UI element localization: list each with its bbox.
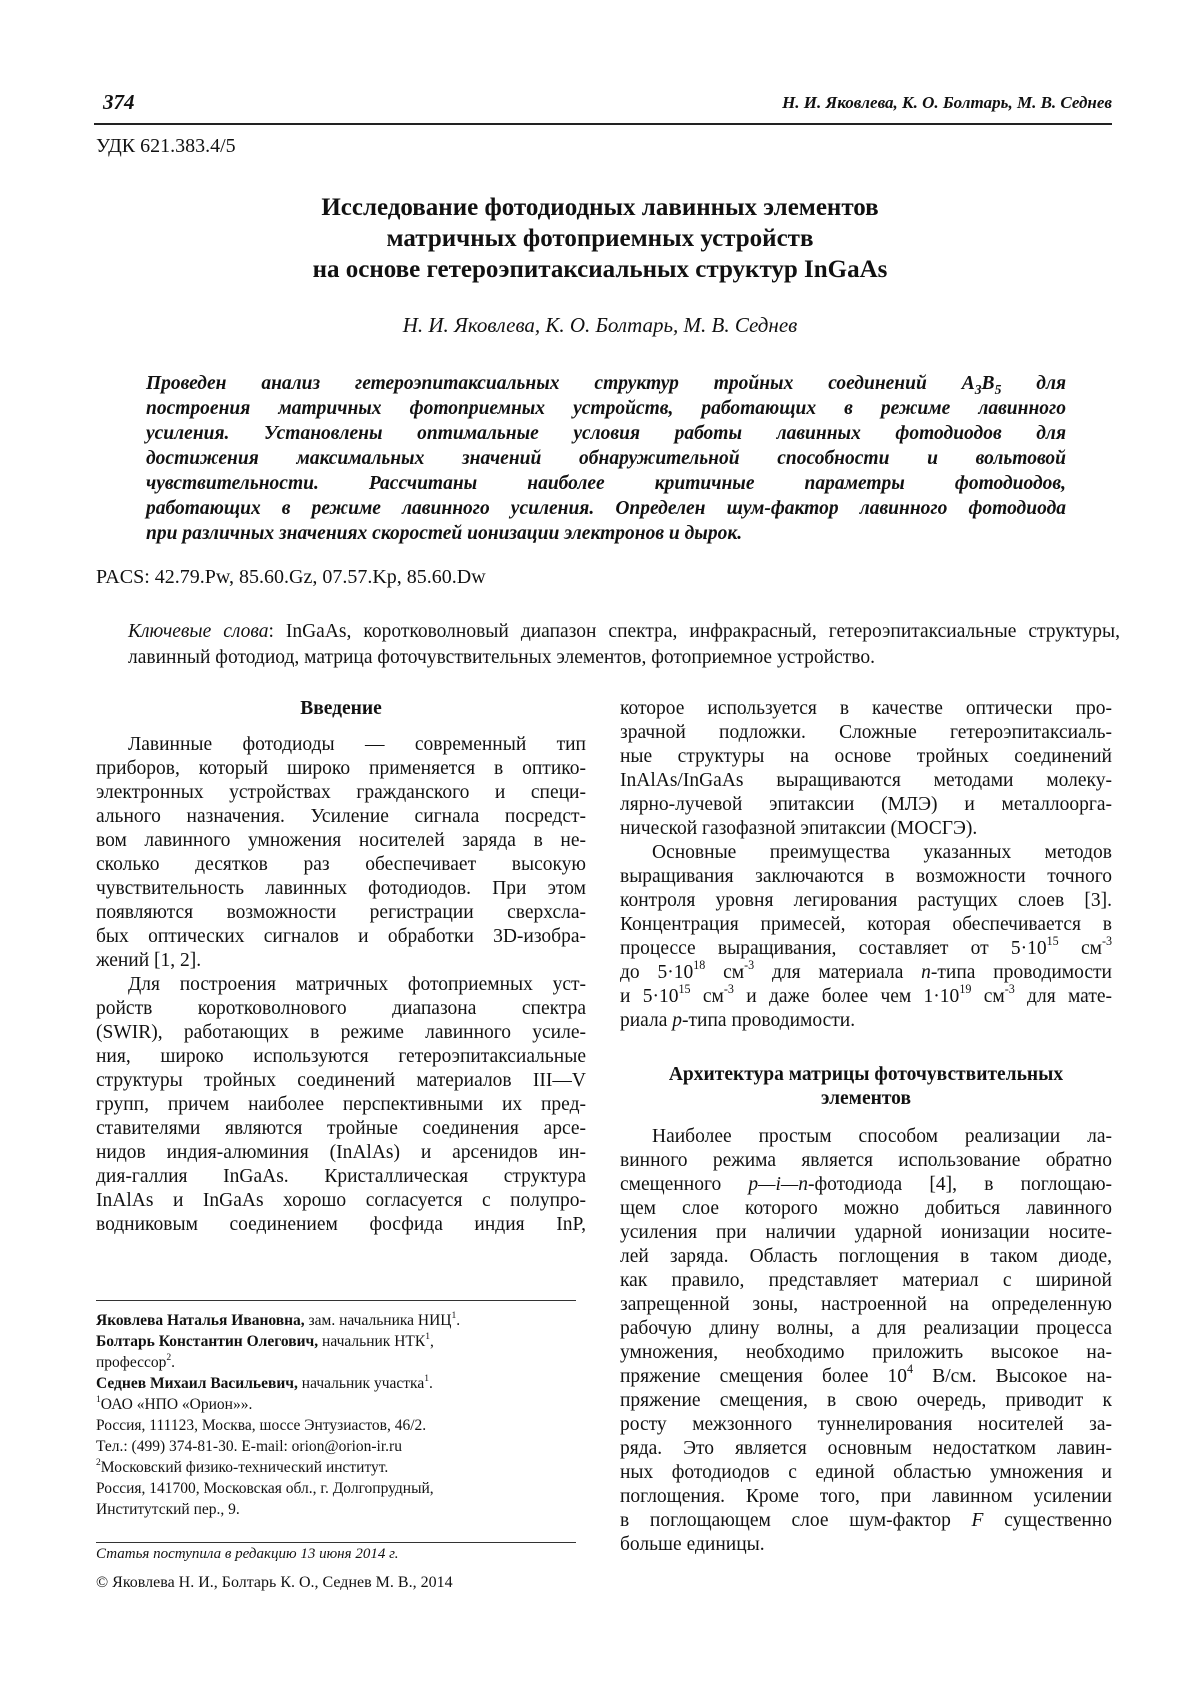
body-line: InAlAs/InGaAs выращиваются методами молеку-: [620, 770, 1112, 791]
page-number: 374: [103, 90, 135, 114]
footnote-line: $^2$Московский физико-технический институт.: [96, 1456, 389, 1476]
body-line: щем слое которого можно добиться лавинного: [620, 1198, 1112, 1219]
body-line: и $5\cdot 10^{15}$ $см^{-3}$ и даже более чем $1\cdot 10^{19}$ $см^{-3}$ для мате-: [620, 982, 1112, 1007]
body-line: ального назначения. Усиление сигнала посредст-: [96, 806, 586, 827]
body-line: лярно-лучевой эпитаксии (МЛЭ) и металлоорга-: [620, 794, 1112, 815]
body-line: в поглощающем слое шум-фактор F существенно: [620, 1510, 1112, 1531]
body-line: до $5\cdot 10^{18}$ $см^{-3}$ для материала n-типа проводимости: [620, 958, 1112, 983]
udk-code: УДК 621.383.4/5: [96, 135, 236, 157]
body-line: ных фотодиодов с единой областью умножения и: [620, 1462, 1112, 1483]
footnote-line: Седнев Михаил Васильевич, начальник участка$^1$.: [96, 1372, 433, 1392]
footnote-line: Институтский пер., 9.: [96, 1501, 240, 1518]
body-line: бых оптических сигналов и обработки 3D-изобра-: [96, 926, 586, 947]
footnote-line: Тел.: (499) 374-81-30. E-mail: orion@orion-ir.ru: [96, 1438, 402, 1455]
header-rule: [94, 123, 1112, 125]
keywords-label: Ключевые слова: [128, 621, 269, 642]
body-line: ряда. Это является основным недостатком лавин-: [620, 1438, 1112, 1459]
body-line: процессе выращивания, составляет от $5\cdot 10^{15}$ $см^{-3}$: [620, 934, 1112, 959]
body-line: пряжение смещения более $10^4$ В/см. Высокое на-: [620, 1362, 1112, 1387]
body-line: Для построения матричных фотоприемных уст-: [128, 974, 586, 995]
abstract-line: Проведен анализ гетероэпитаксиальных структур тройных соединений $A_3B_5$ для: [146, 373, 1066, 397]
body-line: дия-галлия InGaAs. Кристаллическая структура: [96, 1166, 586, 1187]
body-line: как правило, представляет материал с шириной: [620, 1270, 1112, 1291]
body-line: умножения, необходимо приложить высокое на-: [620, 1342, 1112, 1363]
body-line: выращивания заключаются в возможности точного: [620, 866, 1112, 887]
body-line: зрачной подложки. Сложные гетероэпитаксиаль-: [620, 722, 1112, 743]
abstract-line: построения матричных фотоприемных устройств, работающих в режиме лавинного: [146, 398, 1066, 419]
body-line: сколько десятков раз обеспечивает высокую: [96, 854, 586, 875]
section-heading-architecture: Архитектура матрицы фоточувствительных элементов: [668, 1064, 1064, 1109]
body-line: групп, причем наиболее перспективными их пред-: [96, 1094, 586, 1115]
pacs-codes: PACS: 42.79.Pw, 85.60.Gz, 07.57.Kp, 85.60.Dw: [96, 566, 486, 588]
body-line: риала p-типа проводимости.: [620, 1010, 856, 1031]
body-line: жений [1, 2].: [96, 950, 202, 971]
body-line: нической газофазной эпитаксии (МОСГЭ).: [620, 818, 978, 839]
abstract-line: достижения максимальных значений обнаружительной способности и вольтовой: [146, 448, 1066, 469]
keywords: [128, 619, 1120, 671]
body-line: Лавинные фотодиоды — современный тип: [128, 734, 586, 755]
body-line: ставителями являются тройные соединения арсе-: [96, 1118, 586, 1139]
abstract-line: при различных значениях скоростей ионизации электронов и дырок.: [146, 523, 743, 544]
right-column: [620, 697, 1112, 1557]
article-title: [120, 192, 1080, 285]
footnote-line: Болтарь Константин Олегович, начальник НТК$^1$,: [96, 1330, 434, 1350]
body-line: росту межзонного туннелирования носителей за-: [620, 1414, 1112, 1435]
body-line: (SWIR), работающих в режиме лавинного усиле-: [96, 1022, 586, 1043]
footnote-rule: [96, 1300, 576, 1301]
body-line: ния, широко используются гетероэпитаксиальные: [96, 1046, 586, 1067]
abstract-line: чувствительности. Рассчитаны наиболее критичные параметры фотодиодов,: [146, 473, 1066, 494]
keywords-text: : InGaAs, коротковолновый диапазон спектра, инфракрасный, гетероэпитаксиальные структуры, лавинный фотодиод, матрица фоточувствительных элементов, фотоприемное устройство.: [128, 621, 1120, 668]
body-line: которое используется в качестве оптически про-: [620, 698, 1112, 719]
body-line: лей заряда. Область поглощения в таком диоде,: [620, 1246, 1112, 1267]
body-line: приборов, который широко применяется в оптико-: [96, 758, 586, 779]
footnote-line: Россия, 141700, Московская обл., г. Долгопрудный,: [96, 1480, 434, 1497]
footnote-line: профессор$^2$.: [96, 1351, 176, 1371]
body-line: Концентрация примесей, которая обеспечивается в: [620, 914, 1112, 935]
body-line: появляются возможности регистрации сверхсла-: [96, 902, 586, 923]
left-column: [96, 697, 586, 1237]
title-line: Исследование фотодиодных лавинных элементов: [321, 194, 879, 221]
body-line: больше единицы.: [620, 1534, 765, 1555]
body-line: электронных устройствах гражданского и специ-: [96, 782, 586, 803]
body-line: ройств коротковолнового диапазона спектра: [96, 998, 586, 1019]
body-line: поглощения. Кроме того, при лавинном усилении: [620, 1486, 1112, 1507]
body-line: винного режима является использование обратно: [620, 1150, 1112, 1171]
body-line: вом лавинного умножения носителей заряда в не-: [96, 830, 586, 851]
body-line: структуры тройных соединений материалов III—V: [96, 1070, 586, 1091]
body-line: водниковым соединением фосфида индия InP,: [96, 1214, 586, 1235]
received-rule: [96, 1542, 576, 1543]
body-line: Наиболее простым способом реализации ла-: [652, 1126, 1112, 1147]
copyright: © Яковлева Н. И., Болтарь К. О., Седнев М. В., 2014: [96, 1574, 453, 1591]
section-heading-introduction: Введение: [300, 698, 382, 719]
body-line: запрещенной зоны, настроенной на определенную: [620, 1294, 1112, 1315]
author-footnote: [96, 1310, 586, 1520]
authors: Н. И. Яковлева, К. О. Болтарь, М. В. Седнев: [402, 313, 798, 337]
body-line: InAlAs и InGaAs хорошо согласуется с полупро-: [96, 1190, 586, 1211]
body-line: Основные преимущества указанных методов: [652, 842, 1112, 863]
abstract-line: работающих в режиме лавинного усиления. Определен шум-фактор лавинного фотодиода: [146, 498, 1066, 519]
body-line: усиления при наличии ударной ионизации носите-: [620, 1222, 1112, 1243]
footnote-line: Яковлева Наталья Ивановна, зам. начальника НИЦ$^1$.: [96, 1309, 461, 1329]
body-line: нидов индия-алюминия (InAlAs) и арсенидов ин-: [96, 1142, 586, 1163]
title-line: на основе гетероэпитаксиальных структур InGaAs: [312, 256, 888, 283]
body-line: контроля уровня легирования растущих слоев [3].: [620, 890, 1112, 911]
running-title: Н. И. Яковлева, К. О. Болтарь, М. В. Седнев: [782, 93, 1112, 112]
body-line: ные структуры на основе тройных соединений: [620, 746, 1112, 767]
body-line: смещенного p—i—n-фотодиода [4], в поглощаю-: [620, 1174, 1112, 1195]
title-line: матричных фотоприемных устройств: [386, 225, 814, 252]
body-line: рабочую длину волны, а для реализации процесса: [620, 1318, 1112, 1339]
received-date: Статья поступила в редакцию 13 июня 2014 г.: [96, 1546, 399, 1562]
abstract: [146, 371, 1066, 546]
body-line: чувствительность лавинных фотодиодов. При этом: [96, 878, 586, 899]
footnote-line: $^1$ОАО «НПО «Орион»».: [96, 1393, 253, 1413]
body-line: пряжение смещения, в свою очередь, приводит к: [620, 1390, 1112, 1411]
abstract-line: усиления. Установлены оптимальные условия работы лавинных фотодиодов для: [146, 423, 1066, 444]
footnote-line: Россия, 111123, Москва, шоссе Энтузиастов, 46/2.: [96, 1417, 427, 1434]
